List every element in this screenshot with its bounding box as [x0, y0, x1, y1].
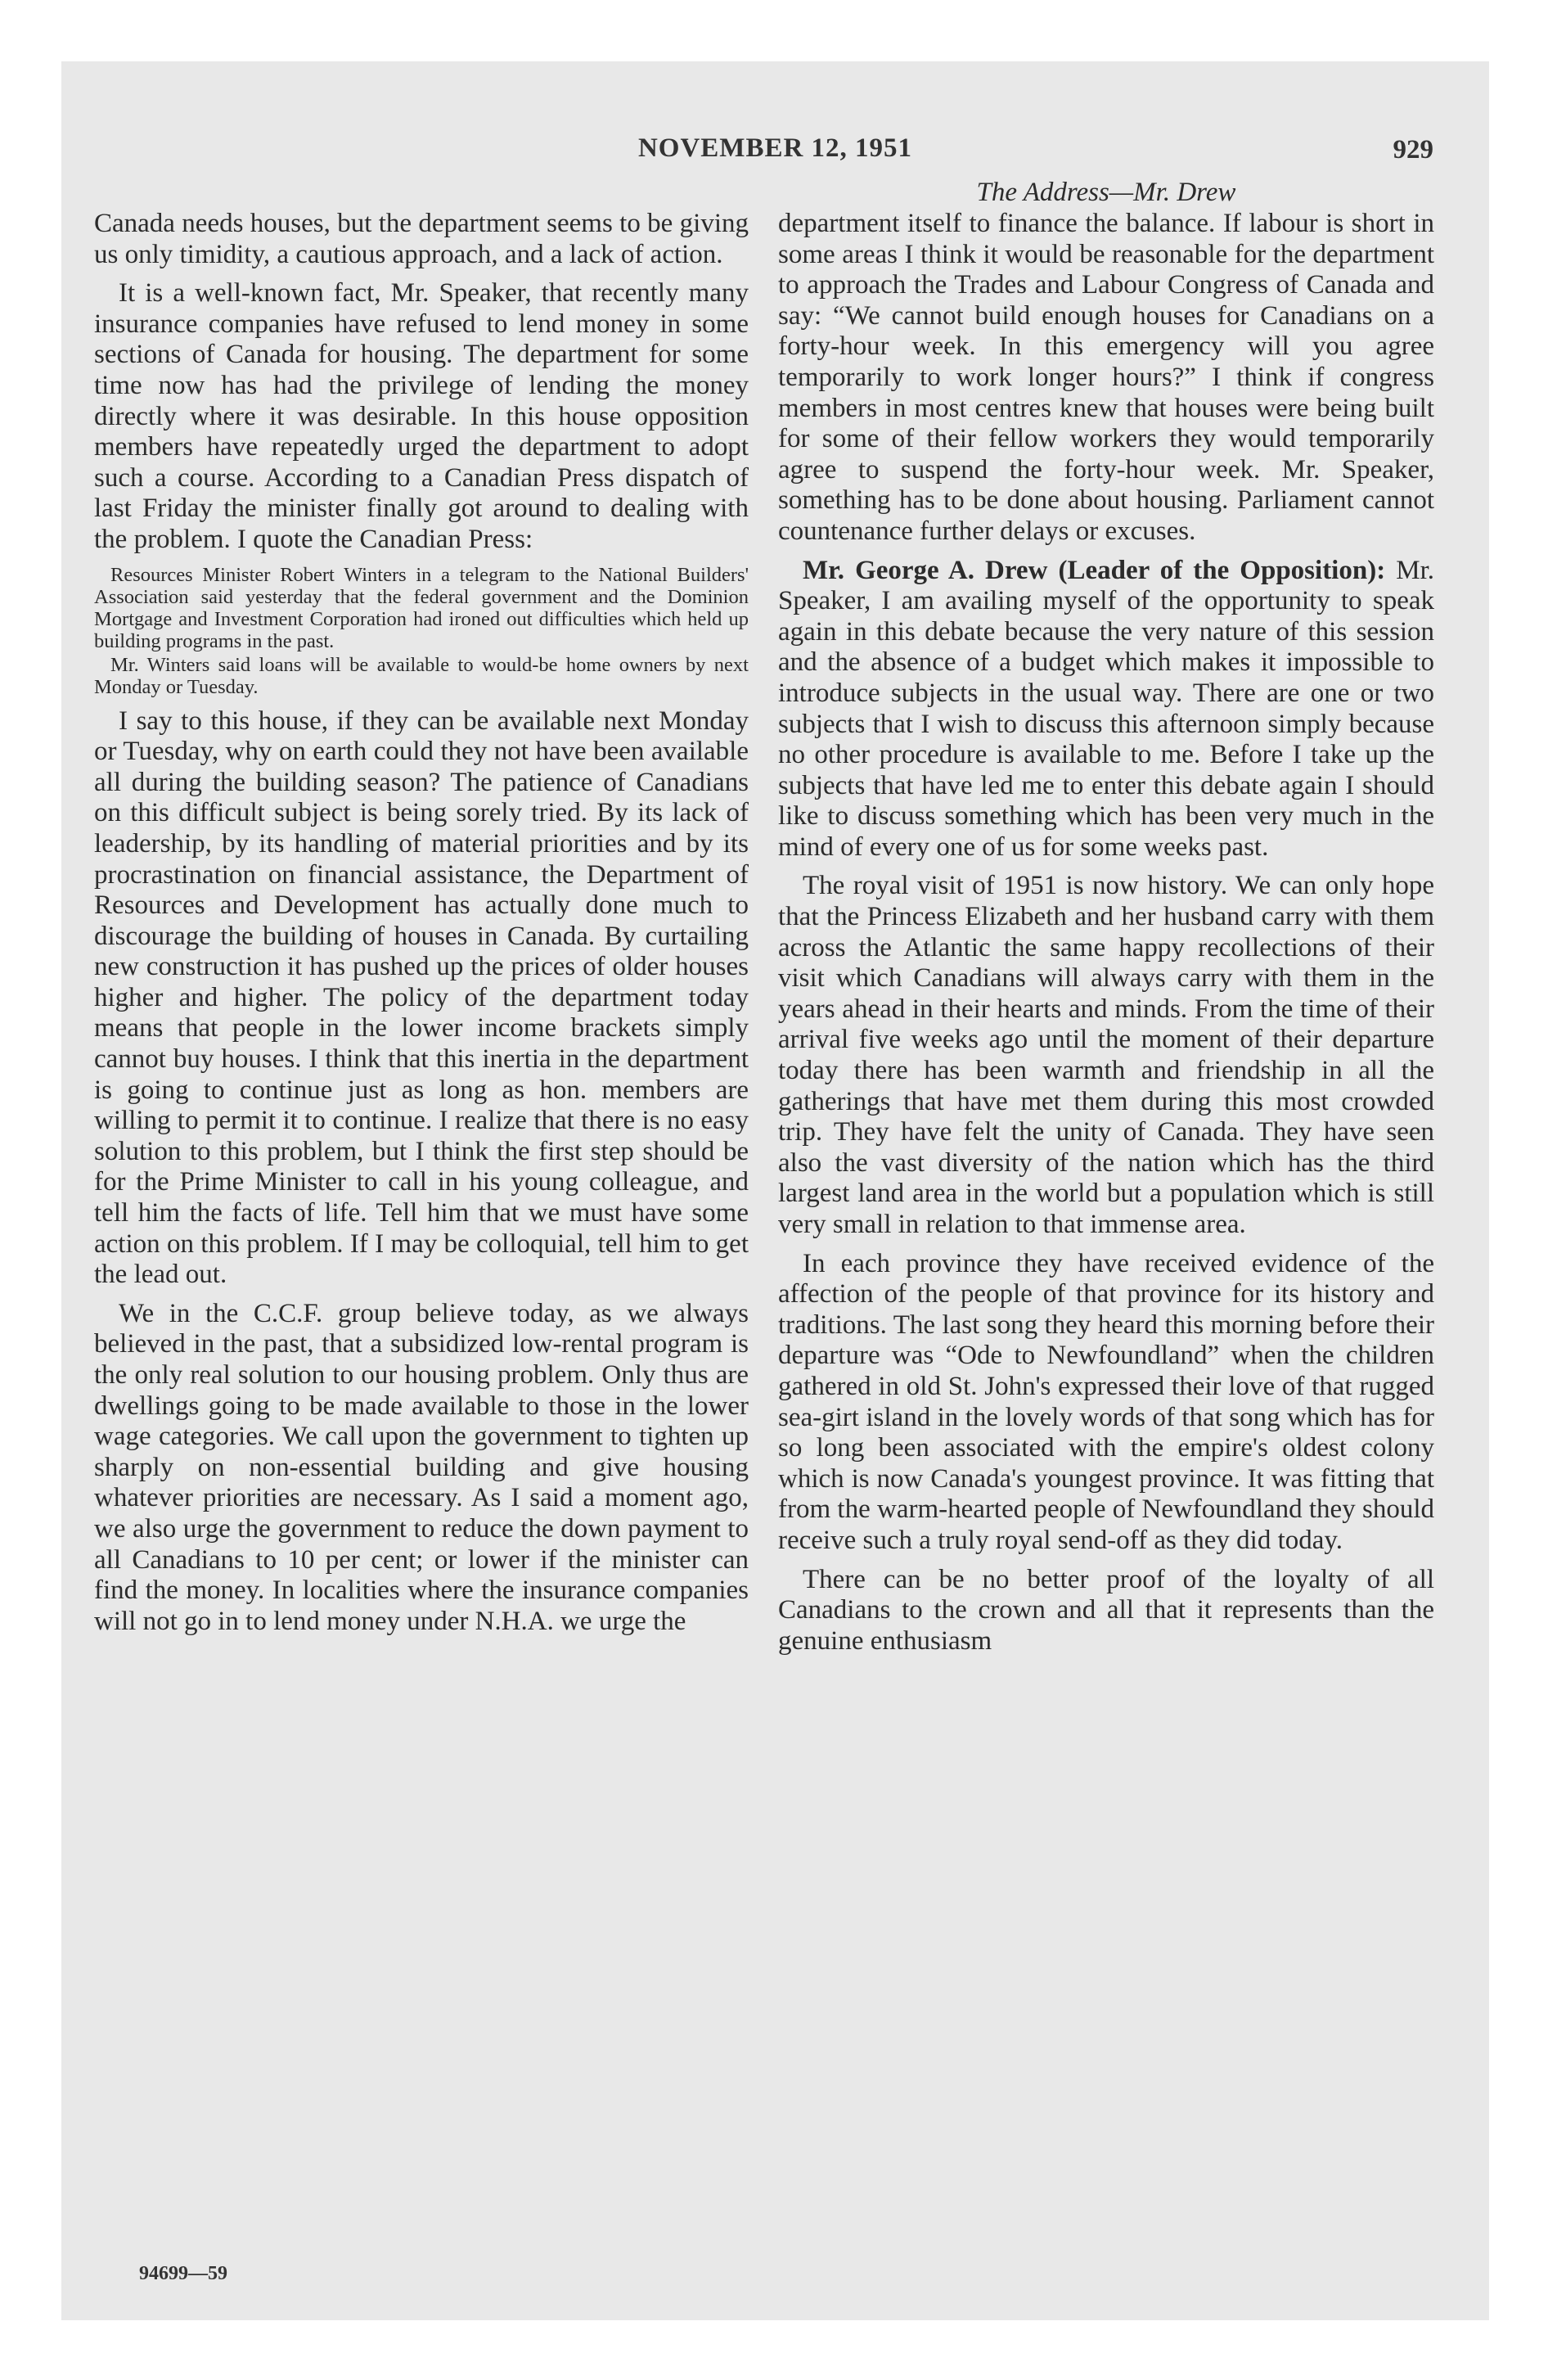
speaker-name: Mr. George A. Drew (Leader of the Opposition):	[803, 555, 1386, 585]
left-paragraph-2: It is a well-known fact, Mr. Speaker, that recently many insurance companies have refused to lend money in some sections of Canada for housing. The department for some time now has had the privilege of lending the money directly where it was desirable. In this house opposition members have repeatedly urged the department to adopt such a course. According to a Canadian Press dispatch of last Friday the minister finally got around to dealing with the problem. I quote the Canadian Press:	[94, 278, 749, 554]
left-paragraph-1: Canada needs houses, but the department seems to be giving us only timidity, a cautious approach, and a lack of action.	[94, 209, 749, 269]
right-column	[778, 176, 1434, 1665]
quote-paragraph-1: Resources Minister Robert Winters in a telegram to the National Builders' Association said yesterday that the federal government and the Dominion Mortgage and Investment Corporation had ironed out difficulties which held up building programs in the past.	[94, 563, 749, 652]
right-paragraph-3: The royal visit of 1951 is now history. We can only hope that the Princess Elizabeth and her husband carry with them across the Atlantic the same happy recollections of their visit which Canadians will always carry with them in the years ahead in their hearts and minds. From the time of their arrival five weeks ago until the moment of their departure today there has been warmth and friendship in all the gatherings that have met them during this most crowded trip. They have felt the unity of Canada. They have seen also the vast diversity of the nation which has the third largest land area in the world but a population which is still very small in relation to that immense area.	[778, 871, 1434, 1239]
left-paragraph-4: We in the C.C.F. group believe today, as we always believed in the past, that a subsidized low-rental program is the only real solution to our housing problem. Only thus are dwellings going to be made available to those in the lower wage categories. We call upon the government to tighten up sharply on non-essential building and give housing whatever priorities are necessary. As I said a moment ago, we also urge the government to reduce the down payment to all Canadians to 10 per cent; or lower if the minister can find the money. In localities where the insurance companies will not go in to lend money under N.H.A. we urge the	[94, 1298, 749, 1636]
quote-paragraph-2: Mr. Winters said loans will be available to would-be home owners by next Monday or Tuesday.	[94, 653, 749, 698]
page-number: 929	[1393, 135, 1433, 165]
print-code: 94699—59	[139, 2263, 227, 2284]
page	[61, 61, 1489, 2320]
speech-paragraph	[778, 556, 1434, 863]
left-paragraph-3: I say to this house, if they can be available next Monday or Tuesday, why on earth could they not have been available all during the building season? The patience of Canadians on this difficult subject is being sorely tried. By its lack of leadership, by its handling of material priorities and by its procrastination on financial assistance, the Department of Resources and Development has actually done much to discourage the building of houses in Canada. By curtailing new construction it has pushed up the prices of older houses higher and higher. The policy of the department today means that people in the lower income brackets simply cannot buy houses. I think that this inertia in the department is going to continue just as long as hon. members are willing to permit it to continue. I realize that there is no easy solution to this problem, but I think the first step should be for the Prime Minister to call in his young colleague, and tell him the facts of life. Tell him that we must have some action on this problem. If I may be colloquial, tell him to get the lead out.	[94, 705, 749, 1290]
page-date: NOVEMBER 12, 1951	[637, 133, 913, 163]
left-column	[94, 209, 749, 1645]
page-header	[61, 133, 1489, 174]
speech-text: Mr. Speaker, I am availing myself of the opportunity to speak again in this debate because the very nature of this session and the absence of a budget which makes it impossible to introduce subjects in the usual way. There are one or two subjects that I wish to discuss this afternoon simply because no other procedure is available to me. Before I take up the subjects that have led me to enter this debate again I should like to discuss something which has been very much in the mind of every one of us for some weeks past.	[778, 555, 1435, 862]
right-paragraph-1: department itself to finance the balance. If labour is short in some areas I think it would be reasonable for the department to approach the Trades and Labour Congress of Canada and say: “We cannot build enough houses for Canadians on a forty-hour week. In this emergency will you agree temporarily to work longer hours?” I think if congress members in most centres knew that houses were being built for some of their fellow workers they would temporarily agree to suspend the forty-hour week. Mr. Speaker, something has to be done about housing. Parliament cannot countenance further delays or excuses.	[778, 209, 1434, 546]
right-paragraph-5: There can be no better proof of the loyalty of all Canadians to the crown and all that it represents than the genuine enthusiasm	[778, 1564, 1434, 1656]
right-paragraph-4: In each province they have received evidence of the affection of the people of that province for its history and traditions. The last song they heard this morning before their departure was “Ode to Newfoundland” when the children gathered in old St. John's expressed their love of that rugged sea-girt island in the lovely words of that song which has for so long been associated with the empire's oldest colony which is now Canada's youngest province. It was fitting that from the warm-hearted people of Newfoundland they should receive such a truly royal send-off as they did today.	[778, 1248, 1434, 1555]
running-head: The Address—Mr. Drew	[976, 178, 1236, 207]
block-quote	[94, 564, 749, 698]
